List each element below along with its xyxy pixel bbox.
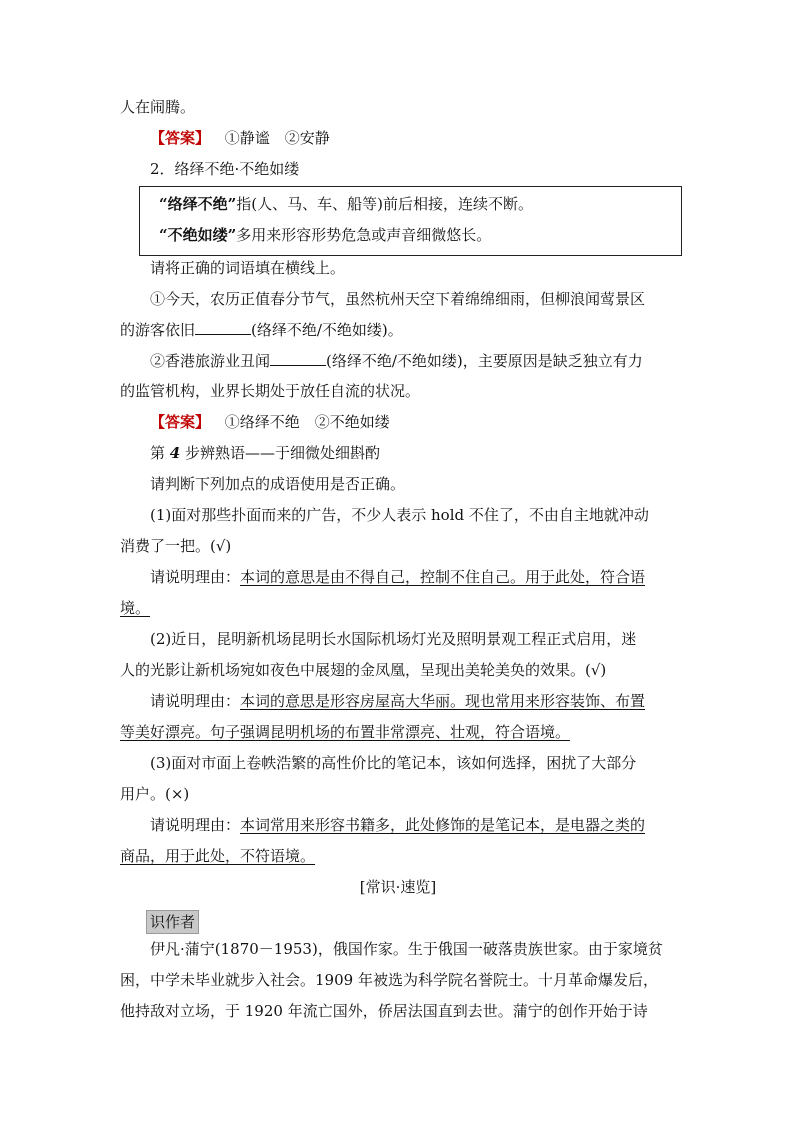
fill-blank[interactable]	[195, 320, 251, 335]
step-text: 第	[150, 444, 170, 462]
step-number: 4	[169, 444, 181, 462]
judge-q3-line-1: (3)面对市面上卷帙浩繁的高性价比的笔记本，该如何选择，困扰了大部分	[150, 754, 637, 772]
term-definition: 多用来形容形势危急或声音细微悠长。	[236, 226, 492, 244]
reason-3-line-2	[120, 846, 676, 866]
term-definition: 指(人、马、车、船等)前后相接，连续不断。	[236, 195, 533, 213]
reason-1-line-1	[150, 567, 676, 587]
term-quote: “不绝如缕”	[159, 226, 237, 244]
reason-3-line-1	[150, 815, 676, 835]
fill-q1-line-1: ①今天，农历正值春分节气，虽然杭州天空下着绵绵细雨，但柳浪闻莺景区	[150, 290, 646, 308]
step-4-heading	[150, 443, 676, 463]
fill-text: 的游客依旧	[120, 321, 196, 339]
reason-label: 请说明理由：	[150, 816, 241, 834]
fill-blank[interactable]	[270, 351, 326, 366]
step-text: 步辨熟语——于细微处细斟酌	[180, 444, 380, 462]
definition-line-2	[159, 225, 669, 245]
answer-tag: 【答案】	[150, 129, 211, 147]
term-quote: “络绎不绝”	[159, 195, 237, 213]
section-title: [常识·速览]	[359, 878, 437, 896]
reason-text: 境。	[120, 599, 151, 617]
reason-label: 请说明理由：	[150, 568, 241, 586]
reason-2-line-1	[150, 691, 676, 711]
fill-text: ②香港旅游业丑闻	[150, 352, 271, 370]
answer-1	[150, 128, 676, 148]
author-line-1: 伊凡·蒲宁(1870－1953)，俄国作家。生于俄国一破落贵族世家。由于家境贫	[150, 940, 663, 958]
fill-q1-line-2	[120, 320, 676, 340]
reason-text: 本词的意思是形容房屋高大华丽。现也常用来形容装饰、布置	[240, 692, 646, 710]
fill-instruction: 请将正确的词语填在横线上。	[150, 259, 346, 277]
reason-text: 等美好漂亮。句子强调昆明机场的布置非常漂亮、壮观，符合语境。	[120, 723, 571, 741]
definition-line-1	[159, 194, 669, 214]
reason-text: 商品，用于此处，不符语境。	[120, 847, 316, 865]
reason-2-line-2	[120, 722, 676, 742]
author-tag: 识作者	[146, 910, 199, 934]
answer-tag: 【答案】	[150, 413, 211, 431]
fill-q2-line-1	[150, 351, 676, 371]
reason-1-line-2	[120, 598, 676, 618]
answer-2	[150, 412, 676, 432]
answer-text: ①静谧 ②安静	[224, 129, 330, 147]
judge-q1-line-2: 消费了一把。(√)	[120, 537, 232, 555]
reason-label: 请说明理由：	[150, 692, 241, 710]
definition-box	[139, 186, 682, 256]
reason-text: 本词常用来形容书籍多，此处修饰的是笔记本，是电器之类的	[240, 816, 646, 834]
author-line-3: 他持敌对立场，于 1920 年流亡国外，侨居法国直到去世。蒲宁的创作开始于诗	[120, 1002, 648, 1020]
reason-text: 本词的意思是由不得自己，控制不住自己。用于此处，符合语	[240, 568, 646, 586]
judge-q1-line-1: (1)面对那些扑面而来的广告，不少人表示 hold 不住了，不由自主地就冲动	[150, 506, 649, 524]
item-2-title: 2．络绎不绝·不绝如缕	[150, 160, 300, 178]
fill-q2-line-2: 的监管机构，业界长期处于放任自流的状况。	[120, 382, 421, 400]
fill-text: (络绎不绝/不绝如缕)，主要原因是缺乏独立有力	[326, 352, 643, 370]
judge-q3-line-2: 用户。(×)	[120, 785, 190, 803]
judge-q2-line-2: 人的光影让新机场宛如夜色中展翅的金凤凰，呈现出美轮美奂的效果。(√)	[120, 661, 607, 679]
answer-text: ①络绎不绝 ②不绝如缕	[224, 413, 390, 431]
author-line-2: 困，中学未毕业就步入社会。1909 年被选为科学院名誉院士。十月革命爆发后，	[120, 971, 658, 989]
paragraph-line: 人在闹腾。	[120, 98, 196, 116]
judge-instruction: 请判断下列加点的成语使用是否正确。	[150, 475, 406, 493]
judge-q2-line-1: (2)近日，昆明新机场昆明长水国际机场灯光及照明景观工程正式启用，迷	[150, 630, 637, 648]
fill-text: (络绎不绝/不绝如缕)。	[251, 321, 403, 339]
